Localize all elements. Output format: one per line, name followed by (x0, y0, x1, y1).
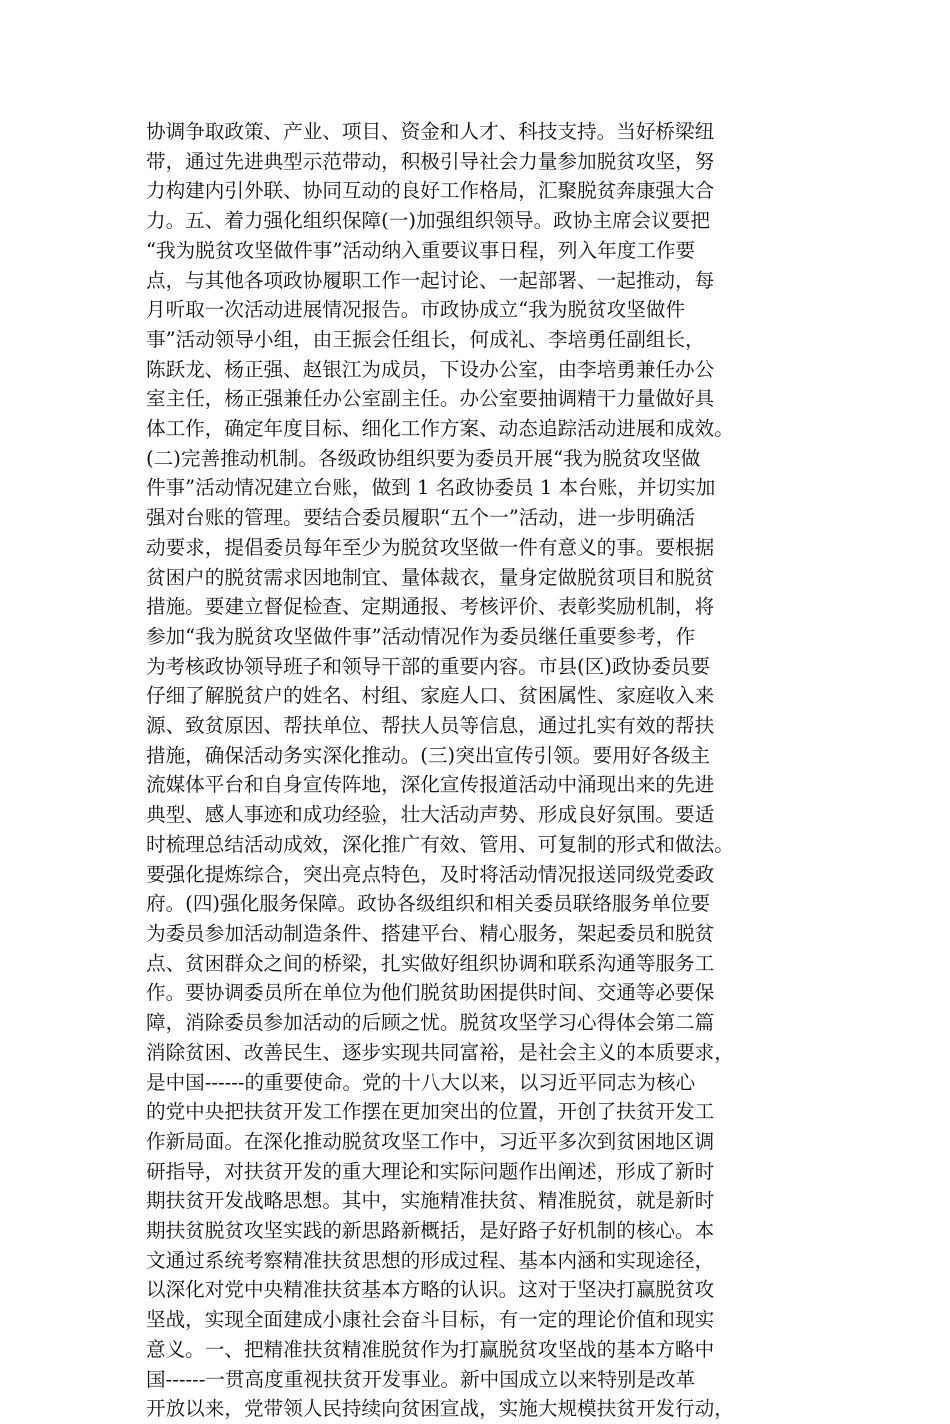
text-line: “我为脱贫攻坚做件事”活动纳入重要议事日程，列入年度工作要 (146, 238, 696, 262)
text-line: 源、致贫原因、帮扶单位、帮扶人员等信息，通过扎实有效的帮扶 (146, 714, 715, 738)
text-line: 件事”活动情况建立台账，做到 1 名政协委员 1 本台账，并切实加 (146, 476, 716, 500)
text-line: 动要求，提倡委员每年至少为脱贫攻坚做一件有意义的事。要根据 (146, 535, 715, 559)
text-line: 消除贫困、改善民生、逐步实现共同富裕，是社会主义的本质要求， (146, 1040, 734, 1064)
text-line: 流媒体平台和自身宣传阵地，深化宣传报道活动中涌现出来的先进 (146, 773, 715, 797)
text-line: 以深化对党中央精准扶贫基本方略的认识。这对于坚决打赢脱贫攻 (146, 1278, 715, 1302)
text-line: 贫困户的脱贫需求因地制宜、量体裁衣，量身定做脱贫项目和脱贫 (146, 565, 715, 589)
text-line: 意义。一、把精准扶贫精准脱贫作为打赢脱贫攻坚战的基本方略中 (146, 1337, 715, 1361)
text-line: 月听取一次活动进展情况报告。市政协成立“我为脱贫攻坚做件 (146, 298, 686, 322)
text-line: 的党中央把扶贫开发工作摆在更加突出的位置，开创了扶贫开发工 (146, 1100, 715, 1124)
text-line: 室主任，杨正强兼任办公室副主任。办公室要抽调精干力量做好具 (146, 387, 715, 411)
text-line: 措施。要建立督促检查、定期通报、考核评价、表彰奖励机制，将 (146, 595, 715, 619)
text-line: 措施，确保活动务实深化推动。(三)突出宣传引领。要用好各级主 (146, 743, 710, 767)
text-line: 期扶贫开发战略思想。其中，实施精准扶贫、精准脱贫，就是新时 (146, 1189, 715, 1213)
text-line: 协调争取政策、产业、项目、资金和人才、科技支持。当好桥梁纽 (146, 120, 715, 143)
text-line: 典型、感人事迹和成功经验，壮大活动声势、形成良好氛围。要适 (146, 803, 715, 827)
text-line: 国------一贯高度重视扶贫开发事业。新中国成立以来特别是改革 (146, 1367, 696, 1391)
text-line: 文通过系统考察精准扶贫思想的形成过程、基本内涵和实现途径， (146, 1248, 715, 1272)
text-line: 为考核政协领导班子和领导干部的重要内容。市县(区)政协委员要 (146, 654, 710, 678)
text-line: 点、贫困群众之间的桥梁，扎实做好组织协调和联系沟通等服务工 (146, 951, 715, 975)
text-line: 点，与其他各项政协履职工作一起讨论、一起部署、一起推动，每 (146, 268, 715, 292)
text-line: 参加“我为脱贫攻坚做件事”活动情况作为委员继任重要参考，作 (146, 624, 696, 648)
text-line: 时梳理总结活动成效，深化推广有效、管用、可复制的形式和做法。 (146, 832, 734, 856)
text-line: 研指导，对扶贫开发的重大理论和实际问题作出阐述，形成了新时 (146, 1159, 715, 1183)
text-line: 作新局面。在深化推动脱贫攻坚工作中，习近平多次到贫困地区调 (146, 1129, 715, 1153)
text-line: 事”活动领导小组，由王振会任组长，何成礼、李培勇任副组长， (146, 327, 705, 351)
text-line: 带，通过先进典型示范带动，积极引导社会力量参加脱贫攻坚，努 (146, 149, 715, 173)
text-line: 坚战，实现全面建成小康社会奋斗目标，有一定的理论价值和现实 (146, 1308, 715, 1332)
text-line: 府。(四)强化服务保障。政协各级组织和相关委员联络服务单位要 (146, 892, 710, 916)
text-line: 仔细了解脱贫户的姓名、村组、家庭人口、贫困属性、家庭收入来 (146, 684, 715, 708)
text-line: 作。要协调委员所在单位为他们脱贫助困提供时间、交通等必要保 (146, 981, 715, 1005)
text-line: (二)完善推动机制。各级政协组织要为委员开展“我为脱贫攻坚做 (146, 446, 701, 470)
text-line: 强对台账的管理。要结合委员履职“五个一”活动，进一步明确活 (146, 506, 696, 530)
text-line: 期扶贫脱贫攻坚实践的新思路新概括，是好路子好机制的核心。本 (146, 1219, 715, 1243)
text-line: 障，消除委员参加活动的后顾之忧。脱贫攻坚学习心得体会第二篇 (146, 1011, 715, 1035)
text-line: 体工作，确定年度目标、细化工作方案、动态追踪活动进展和成效。 (146, 417, 734, 441)
body-text (146, 117, 826, 1424)
text-line: 开放以来，党带领人民持续向贫困宣战，实施大规模扶贫开发行动， (146, 1397, 734, 1421)
text-line: 为委员参加活动制造条件、搭建平台、精心服务，架起委员和脱贫 (146, 921, 715, 945)
text-line: 力构建内引外联、协同互动的良好工作格局，汇聚脱贫奔康强大合 (146, 179, 715, 203)
text-line: 是中国------的重要使命。党的十八大以来，以习近平同志为核心 (146, 1070, 696, 1094)
text-line: 要强化提炼综合，突出亮点特色，及时将活动情况报送同级党委政 (146, 862, 715, 886)
text-line: 陈跃龙、杨正强、赵银江为成员，下设办公室，由李培勇兼任办公 (146, 357, 715, 381)
text-line: 力。五、着力强化组织保障(一)加强组织领导。政协主席会议要把 (146, 209, 710, 233)
